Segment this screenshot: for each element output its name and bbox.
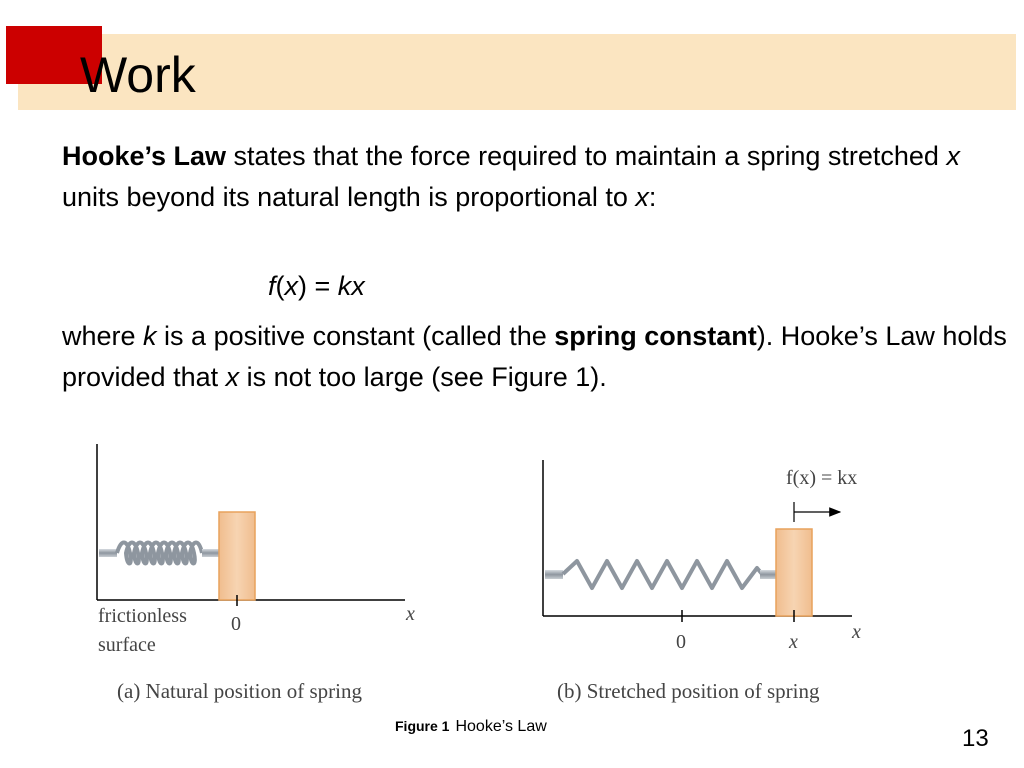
- var-x: x: [635, 182, 649, 212]
- x-tick-label: x: [789, 631, 798, 653]
- panel-a: [97, 444, 415, 703]
- panel-b-caption: (b) Stretched position of spring: [557, 679, 820, 703]
- surface-label: surface: [98, 634, 156, 656]
- stretched-spring: [563, 561, 762, 588]
- var-x: x: [946, 141, 960, 171]
- block: [219, 512, 255, 600]
- var-k: k: [143, 321, 157, 351]
- compressed-spring: [117, 543, 202, 564]
- spring-figure: [0, 440, 1024, 730]
- zero-label: 0: [231, 613, 241, 635]
- term-hookes-law: Hooke’s Law: [62, 141, 227, 171]
- spring-end-bar: [545, 570, 563, 579]
- axis-label-x: x: [852, 621, 861, 643]
- spring-constant-paragraph: where k is a positive constant (called the spring constant). Hooke’s Law holds provided that x is not too large (see Figure 1).: [62, 321, 1007, 392]
- page-number: 13: [962, 725, 989, 752]
- var-x: x: [225, 362, 240, 392]
- figure-caption-label: Figure 1: [395, 718, 450, 734]
- axis-label-x: x: [406, 603, 415, 625]
- panel-b: [543, 460, 861, 703]
- hookes-law-statement: Hooke’s Law states that the force required to maintain a spring stretched x units beyond its natural length is proportional to x:: [62, 141, 960, 212]
- slide-title: Work: [80, 47, 196, 103]
- zero-label: 0: [676, 631, 686, 653]
- figure-caption: [395, 716, 547, 737]
- hookes-law-formula: f(x) = kx: [268, 271, 365, 301]
- force-label: f(x) = kx: [786, 467, 858, 489]
- spring-end-bar: [99, 549, 117, 557]
- panel-a-caption: (a) Natural position of spring: [117, 679, 362, 703]
- block: [776, 529, 812, 616]
- term-spring-constant: spring constant: [554, 321, 757, 351]
- figure-caption-text: Hooke’s Law: [455, 718, 547, 735]
- surface-label: frictionless: [98, 605, 187, 627]
